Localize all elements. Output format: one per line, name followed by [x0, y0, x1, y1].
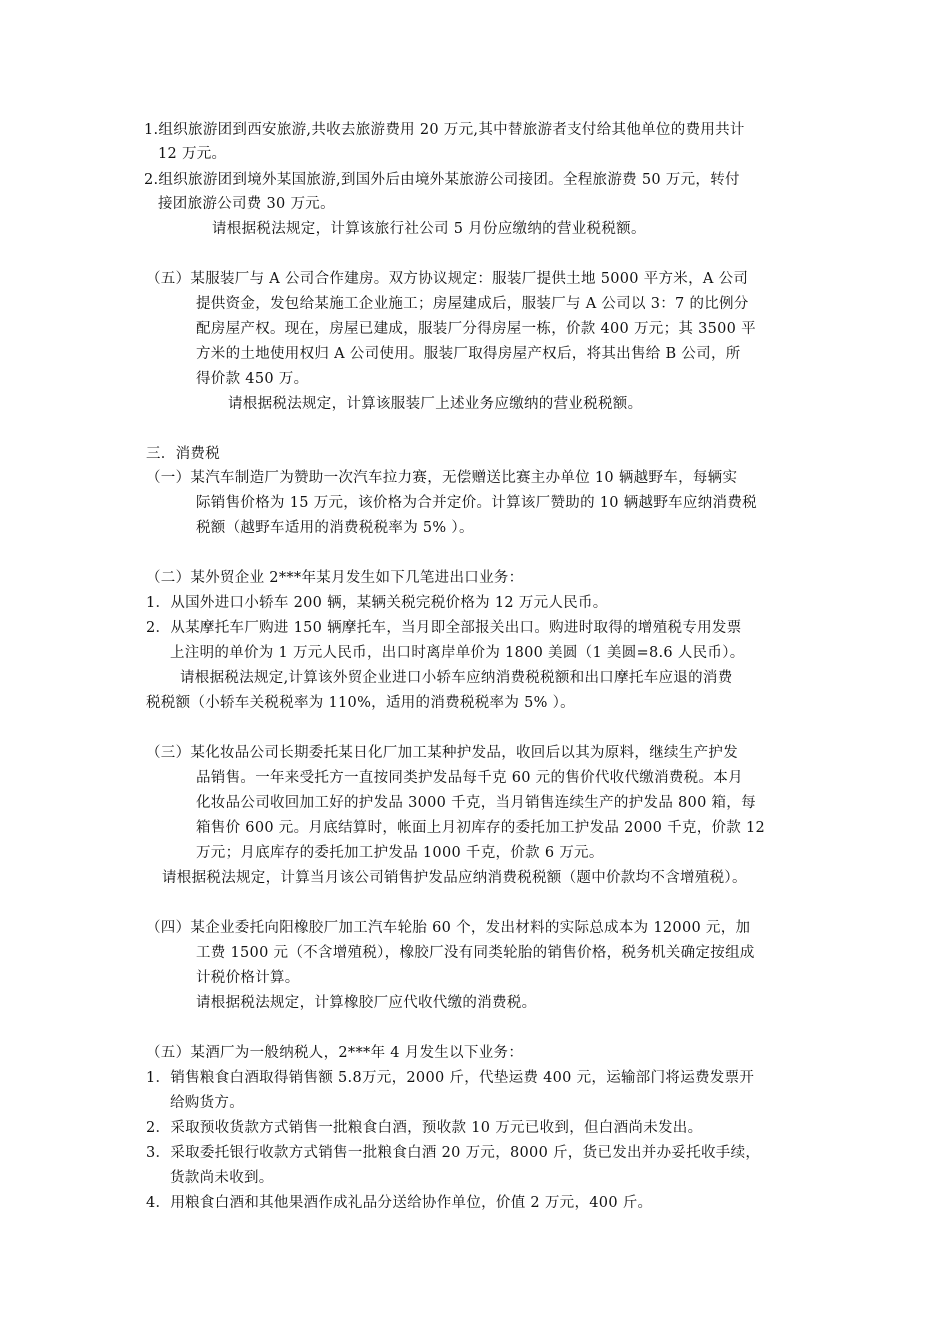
s3-q4-line-1: （四）某企业委托向阳橡胶厂加工汽车轮胎 60 个，发出材料的实际总成本为 12000 元，加: [146, 920, 751, 936]
s3-q4-line-2: 工费 1500 元（不含增殖税），橡胶厂没有同类轮胎的销售价格，税务机关确定按组成: [196, 945, 755, 961]
s3-q1-line-3: 税额（越野车适用的消费税税率为 5% ）。: [196, 520, 474, 536]
s3-q2-line-6: 税税额（小轿车关税税率为 110%，适用的消费税税率为 5% ）。: [146, 695, 575, 711]
travel-item-1-line-2: 12 万元。: [158, 146, 227, 162]
travel-item-1-line-1: 1.组织旅游团到西安旅游,共收去旅游费用 20 万元,其中替旅游者支付给其他单位的费用共计: [144, 122, 745, 138]
s3-q4-line-4: 请根据税法规定，计算橡胶厂应代收代缴的消费税。: [196, 995, 537, 1011]
q5-business-line-2: 提供资金，发包给某施工企业施工；房屋建成后，服装厂与 A 公司以 3：7 的比例分: [196, 296, 749, 312]
s3-q5-line-3: 给购货方。: [170, 1095, 244, 1111]
s3-q2-line-4: 上注明的单价为 1 万元人民币，出口时离岸单价为 1800 美圆（1 美圆=8.6 人民币）。: [170, 645, 745, 661]
s3-q3-line-4: 箱售价 600 元。月底结算时，帐面上月初库存的委托加工护发品 2000 千克，价款 12: [196, 820, 766, 836]
travel-item-2-line-2: 接团旅游公司费 30 万元。: [158, 196, 335, 212]
s3-q5-line-6: 货款尚未收到。: [170, 1170, 274, 1186]
s3-q3-line-3: 化妆品公司收回加工好的护发品 3000 千克，当月销售连续生产的护发品 800 箱，每: [196, 795, 756, 811]
s3-q2-line-1: （二）某外贸企业 2***年某月发生如下几笔进出口业务：: [146, 570, 524, 586]
s3-q2-line-2: 1．从国外进口小轿车 200 辆，某辆关税完税价格为 12 万元人民币。: [146, 595, 608, 611]
section-3-heading: 三．消费税: [146, 446, 220, 462]
q5-business-line-5: 得价款 450 万。: [196, 371, 309, 387]
s3-q3-line-1: （三）某化妆品公司长期委托某日化厂加工某种护发品，收回后以其为原料，继续生产护发: [146, 745, 738, 761]
q5-business-request: 请根据税法规定，计算该服装厂上述业务应缴纳的营业税税额。: [228, 396, 643, 412]
s3-q3-line-5: 万元；月底库存的委托加工护发品 1000 千克，价款 6 万元。: [196, 845, 604, 861]
s3-q3-line-6: 请根据税法规定，计算当月该公司销售护发品应纳消费税税额（题中价款均不含增殖税）。: [162, 870, 747, 886]
s3-q4-line-3: 计税价格计算。: [196, 970, 300, 986]
q5-business-line-1: （五）某服装厂与 A 公司合作建房。双方协议规定：服装厂提供土地 5000 平方米，A 公司: [146, 271, 749, 287]
s3-q5-line-1: （五）某酒厂为一般纳税人，2***年 4 月发生以下业务：: [146, 1045, 524, 1061]
travel-request: 请根据税法规定，计算该旅行社公司 5 月份应缴纳的营业税税额。: [212, 221, 646, 237]
s3-q2-line-5: 请根据税法规定,计算该外贸企业进口小轿车应纳消费税税额和出口摩托车应退的消费: [180, 670, 733, 686]
q5-business-line-4: 方米的土地使用权归 A 公司使用。服装厂取得房屋产权后，将其出售给 B 公司，所: [196, 346, 741, 362]
s3-q5-line-7: 4．用粮食白酒和其他果酒作成礼品分送给协作单位，价值 2 万元，400 斤。: [146, 1195, 653, 1211]
s3-q5-line-5: 3．采取委托银行收款方式销售一批粮食白酒 20 万元，8000 斤，货已发出并办妥托收手续，: [146, 1145, 761, 1161]
s3-q5-line-2: 1．销售粮食白酒取得销售额 5.8万元，2000 斤，代垫运费 400 元，运输部门将运费发票开: [146, 1070, 755, 1086]
s3-q5-line-4: 2．采取预收货款方式销售一批粮食白酒，预收款 10 万元已收到，但白酒尚未发出。: [146, 1120, 703, 1136]
travel-item-2-line-1: 2.组织旅游团到境外某国旅游,到国外后由境外某旅游公司接团。全程旅游费 50 万元，转付: [144, 172, 740, 188]
s3-q1-line-2: 际销售价格为 15 万元，该价格为合并定价。计算该厂赞助的 10 辆越野车应纳消费税: [196, 495, 757, 511]
s3-q2-line-3: 2．从某摩托车厂购进 150 辆摩托车，当月即全部报关出口。购进时取得的增殖税专用发票: [146, 620, 742, 636]
s3-q1-line-1: （一）某汽车制造厂为赞助一次汽车拉力赛，无偿赠送比赛主办单位 10 辆越野车，每辆实: [146, 470, 738, 486]
s3-q3-line-2: 品销售。一年来受托方一直按同类护发品每千克 60 元的售价代收代缴消费税。本月: [196, 770, 743, 786]
q5-business-line-3: 配房屋产权。现在，房屋已建成，服装厂分得房屋一栋，价款 400 万元；其 3500 平: [196, 321, 756, 337]
